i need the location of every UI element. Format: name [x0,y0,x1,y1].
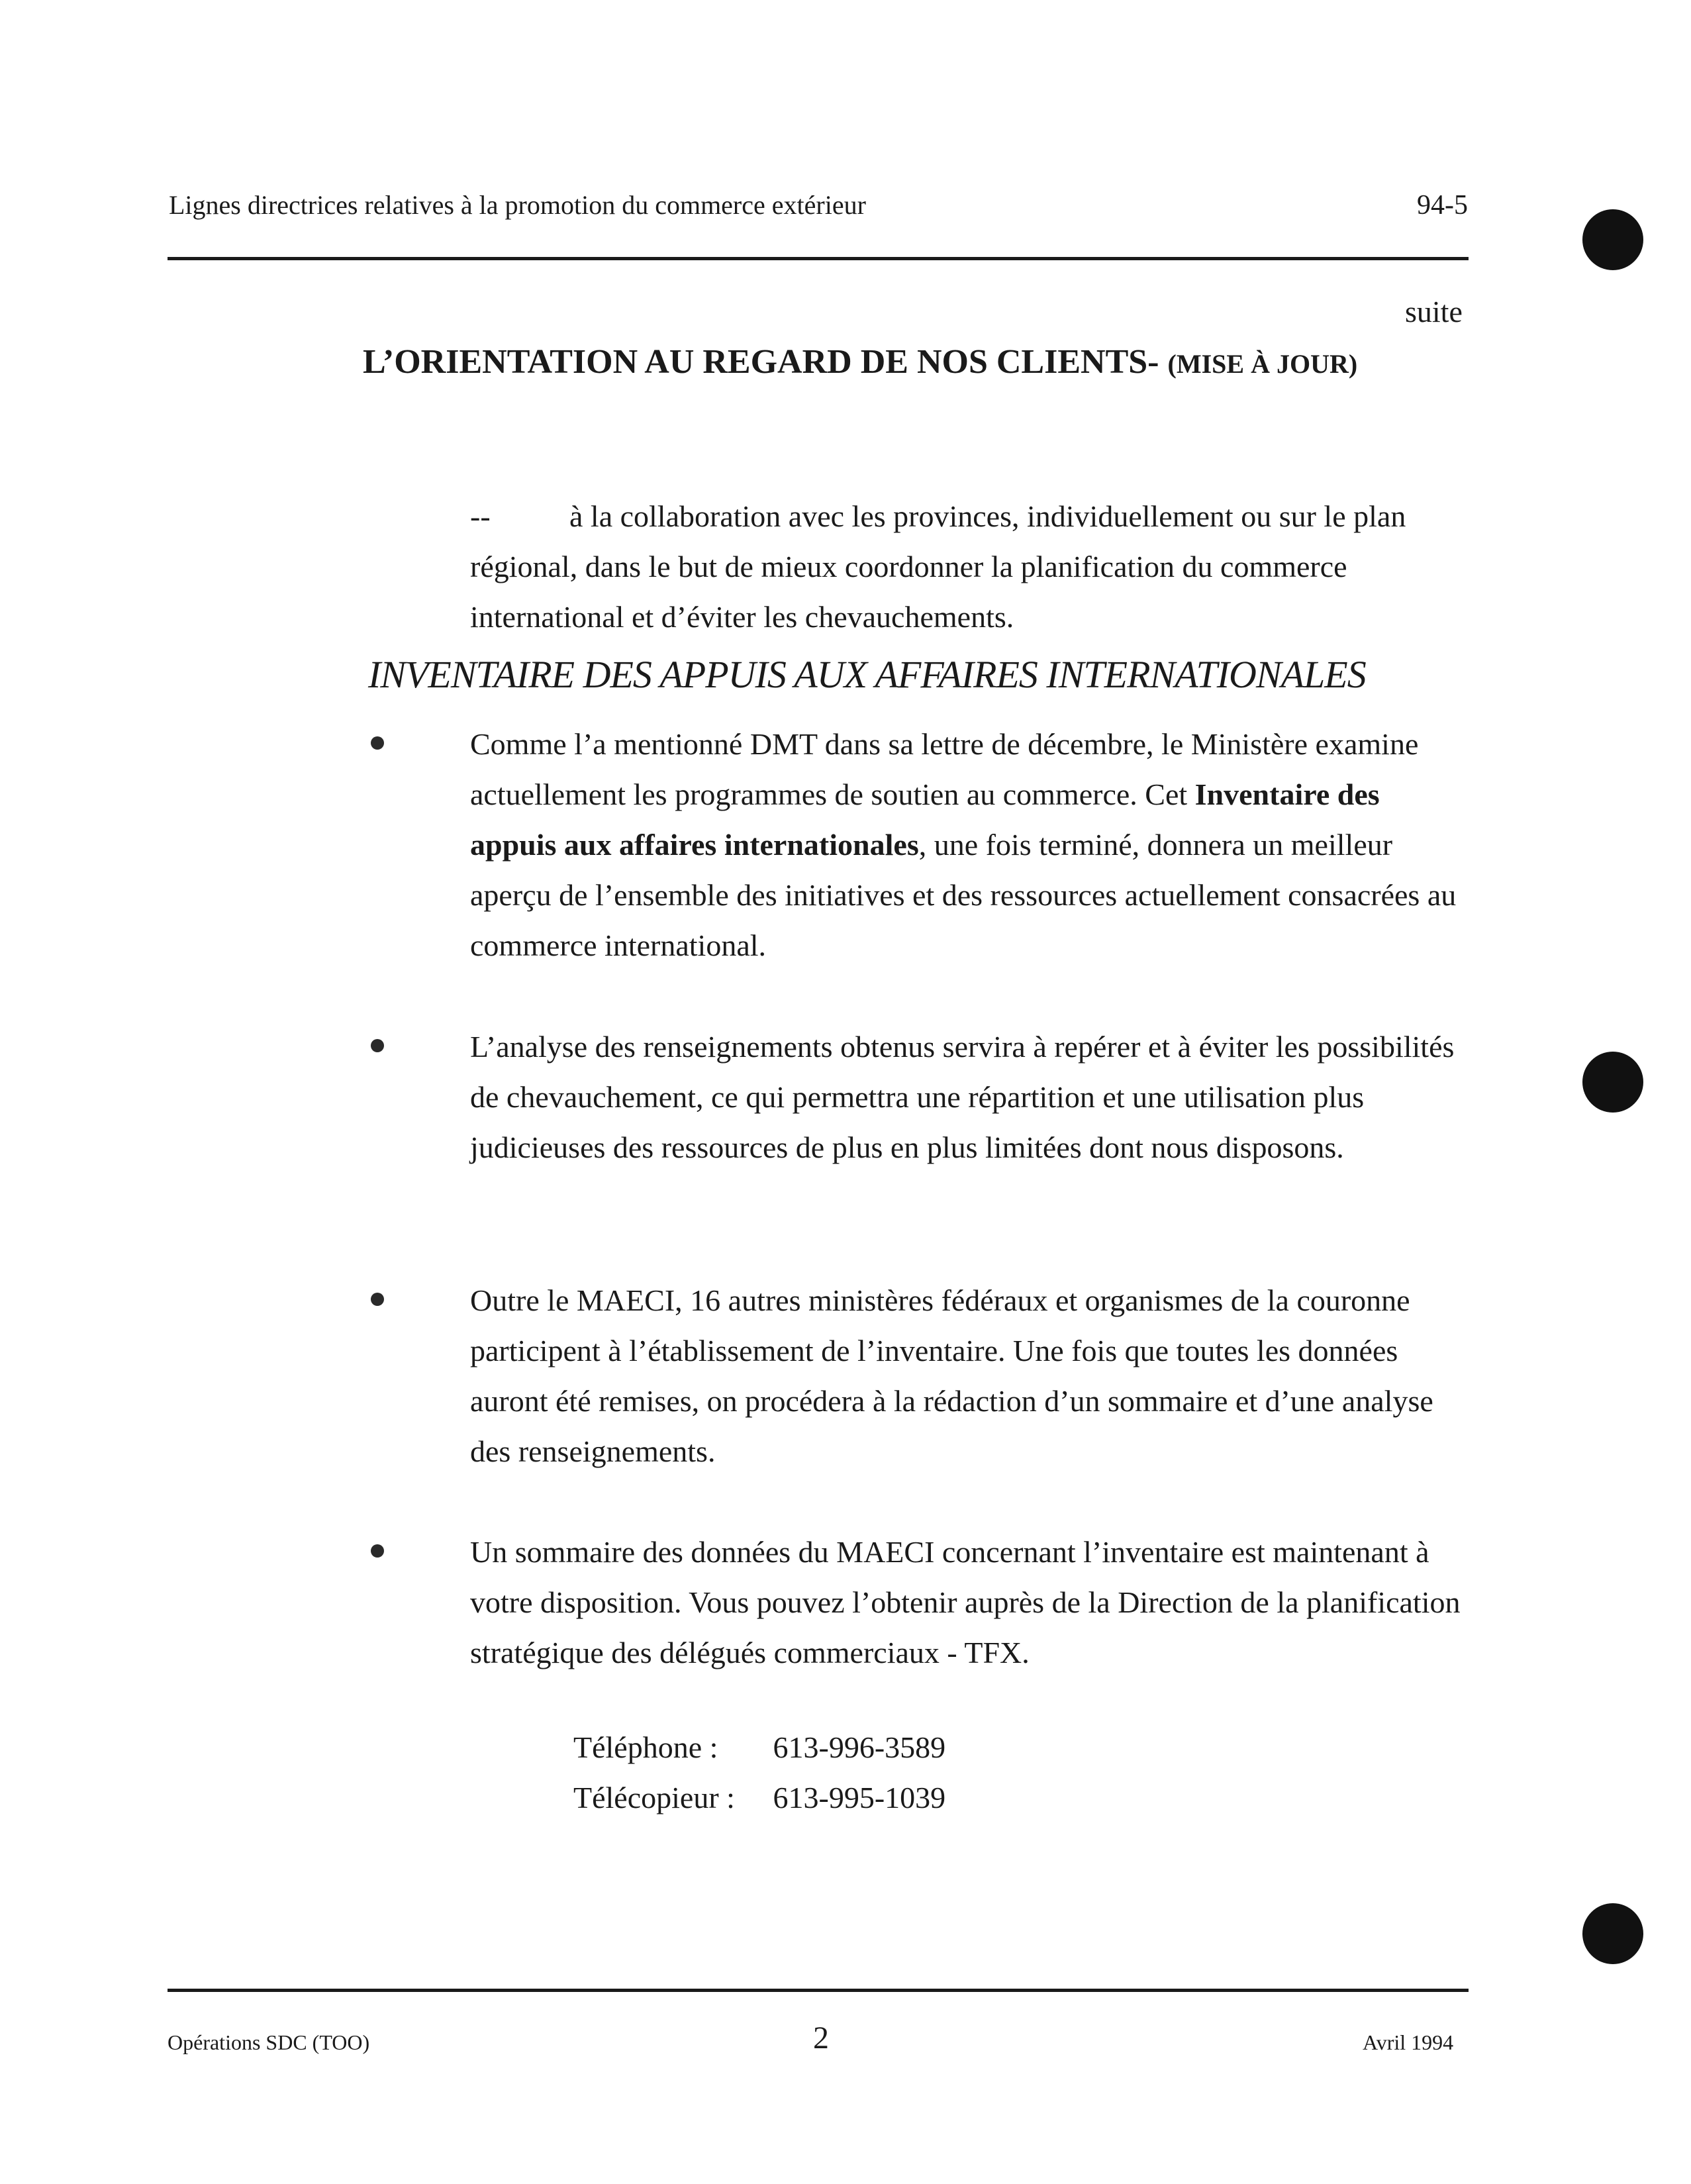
subheading: INVENTAIRE DES APPUIS AUX AFFAIRES INTERNATIONALES [368,653,1366,696]
section-title [363,342,1357,381]
fax-label: Télécopieur : [573,1781,735,1814]
bullet-icon [371,1293,384,1306]
dash-list-item [470,491,1470,642]
bullet-text: , une fois terminé, donnera un meilleur aperçu de l’ensemble des initiatives et des ressources actuellement consacrées au commerce international. [470,828,1457,962]
footer-left: Opérations SDC (TOO) [168,2030,370,2054]
fax-number: 613-995-1039 [773,1781,946,1814]
bullet-paragraph: Un sommaire des données du MAECI concernant l’inventaire est maintenant à votre disposition. Vous pouvez l’obtenir auprès de la Direction de la planification stratégique des délégués commerciaux - TFX. [470,1535,1461,1669]
bullet-paragraph: L’analyse des renseignements obtenus servira à repérer et à éviter les possibilités de chevauchement, ce qui permettra une répartition et une utilisation plus judicieuses des ressources de plus en plus limitées dont nous disposons. [470,1030,1455,1164]
punch-hole [1582,1903,1643,1964]
dash-marker: -- [470,499,491,533]
page-number: 2 [813,2020,829,2056]
footer-date: Avril 1994 [1363,2030,1454,2054]
section-title-main: L’ORIENTATION AU REGARD DE NOS CLIENTS- [363,343,1159,381]
bullet-paragraph: Outre le MAECI, 16 autres ministères fédéraux et organismes de la couronne participent à l’établissement de l’inventaire. Une fois que toutes les données auront été remises, on procédera à la rédaction d’un sommaire et d’une analyse des renseignements. [470,1283,1433,1468]
contact-fax [573,1780,945,1815]
bullet-paragraph [470,719,1470,971]
punch-hole [1582,209,1643,270]
section-title-note: (MISE À JOUR) [1167,349,1358,379]
bullet-bold-text: Inventaire des appuis aux affaires internationales [470,777,1380,862]
bullet-text: Comme l’a mentionné DMT dans sa lettre de décembre, le Ministère examine actuellement les programmes de soutien au commerce. Cet [470,727,1419,811]
header-title: Lignes directrices relatives à la promotion du commerce extérieur [169,190,866,220]
continuation-label: suite [1405,295,1463,328]
phone-number: 613-996-3589 [773,1730,946,1764]
phone-label: Téléphone : [573,1730,718,1764]
dash-item-text: à la collaboration avec les provinces, individuellement ou sur le plan régional, dans le but de mieux coordonner la planification du commerce international et d’éviter les chevauchements. [470,499,1406,634]
punch-hole [1582,1052,1643,1113]
header-code: 94-5 [1417,190,1468,221]
bullet-icon [371,1039,384,1052]
bullet-icon [371,736,384,750]
bullet-icon [371,1544,384,1558]
header-rule [168,257,1469,260]
contact-phone [573,1730,945,1765]
footer-rule [168,1989,1469,1992]
